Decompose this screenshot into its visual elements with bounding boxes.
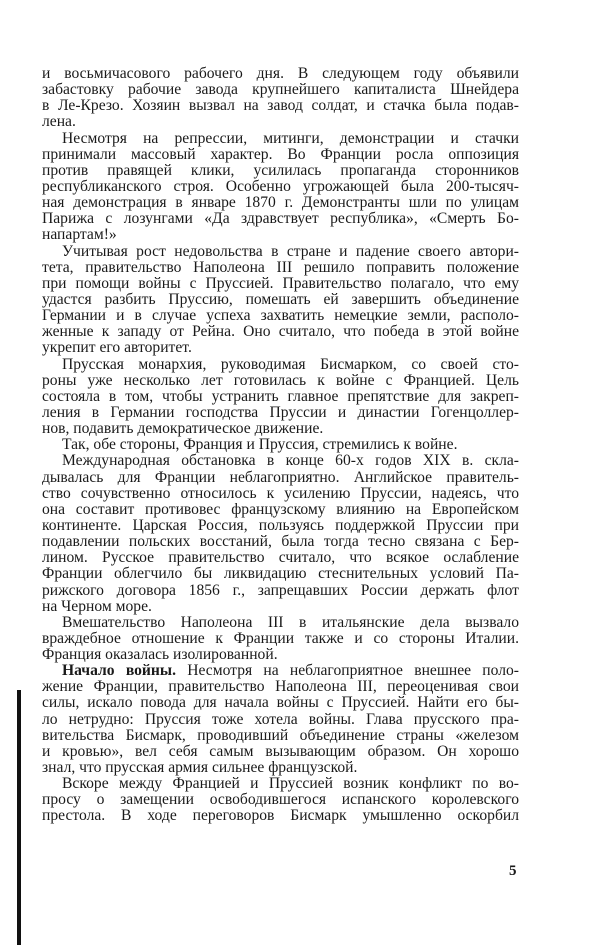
- text-line: и кровью», вел себя самым вызывающим образом. Он хорошо: [42, 742, 519, 760]
- text-line: и восьмичасового рабочего дня. В следующем году объявили: [42, 65, 519, 82]
- paragraph: [42, 357, 519, 438]
- paragraph: [42, 776, 519, 824]
- text-line: республиканского строя. Особенно угрожающей была 200-тысяч-: [42, 177, 519, 195]
- text-line: Учитывая рост недовольства в стране и падение своего автори-: [62, 242, 519, 260]
- text-line: Франция оказалась изолированной.: [42, 646, 278, 664]
- paragraph: [42, 66, 519, 131]
- text-line: Франции облегчило бы ликвидацию стеснительных условий Па-: [42, 565, 519, 583]
- text-line: принимали массовый характер. Во Франции росла оппозиция: [42, 145, 519, 163]
- text-line: враждебное отношение к Франции также и со стороны Италии.: [42, 629, 519, 647]
- text-line: Международная обстановка в конце 60-х годов XIX в. скла-: [62, 452, 519, 470]
- paragraph: [42, 615, 519, 663]
- text-line: Вмешательство Наполеона III в итальянские дела вызвало: [62, 613, 519, 631]
- text-line: Прусская монархия, руководимая Бисмарком, со своей сто-: [62, 355, 519, 373]
- text-line: дывалась для Франции неблагоприятно. Английское правитель-: [42, 468, 519, 486]
- text-line: в Ле-Крезо. Хозяин вызвал на завод солдат, и стачка была подав-: [42, 97, 519, 115]
- text-line: ство сочувственно относилось к усилению Пруссии, надеясь, что: [42, 484, 519, 502]
- text-line: напартам!»: [42, 226, 117, 244]
- text-line: рижского договора 1856 г., запрещавших России держать флот: [42, 581, 519, 599]
- text-line: [42, 663, 519, 679]
- paragraph: [42, 131, 519, 244]
- page-number: 5: [509, 863, 517, 879]
- text-line: подавлении польских восстаний, была тогда тесно связана с Бер-: [42, 533, 519, 551]
- text-line: укрепит его авторитет.: [42, 339, 192, 357]
- scan-edge-shadow: [17, 690, 21, 945]
- text-line: ления в Германии господства Пруссии и династии Гогенцоллер-: [42, 403, 519, 421]
- text-line: жение Франции, правительство Наполеона III, переоценивая свои: [42, 678, 519, 696]
- text-line: престола. В ходе переговоров Бисмарк умышленно оскорбил: [42, 807, 519, 825]
- text-line: забастовку рабочие завода крупнейшего капиталиста Шнейдера: [42, 81, 519, 99]
- paragraph: [42, 663, 519, 776]
- text-line: ная демонстрация в январе 1870 г. Демонстранты шли по улицам: [42, 194, 519, 212]
- text-line: против правящей клики, усилилась пропаганда сторонников: [42, 161, 519, 179]
- text-line: Парижа с лозунгами «Да здравствует республика», «Смерть Бо-: [42, 210, 519, 228]
- text-line: просу о замещении освободившегося испанского королевского: [42, 791, 519, 809]
- text-line: при помощи войны с Пруссией. Правительство полагало, что ему: [42, 274, 519, 292]
- text-line: континенте. Царская Россия, пользуясь поддержкой Пруссии при: [42, 516, 519, 534]
- text-line: Германии и в случае успеха захватить немецкие земли, располо-: [42, 307, 519, 325]
- text-line: Так, обе стороны, Франция и Пруссия, стремились к войне.: [62, 436, 458, 454]
- text-line: состояла в том, чтобы устранить главное препятствие для закреп-: [42, 387, 519, 405]
- paragraph: [42, 453, 519, 614]
- text-line: Вскоре между Францией и Пруссией возник конфликт по во-: [62, 775, 519, 793]
- text-line: силы, искало повода для начала войны с Пруссией. Найти его бы-: [42, 694, 519, 712]
- paragraph: [42, 437, 519, 453]
- text-line: лином. Русское правительство считало, что всякое ослабление: [42, 549, 519, 567]
- text-line: она составит противовес французскому влиянию на Европейском: [42, 500, 519, 518]
- text-line: тета, правительство Наполеона III решило поправить положение: [42, 258, 519, 276]
- text-run: Несмотря на неблагоприятное внешнее поло-: [175, 662, 519, 680]
- text-line: вительства Бисмарк, проводивший объединение страны «железом: [42, 726, 519, 744]
- text-line: Несмотря на репрессии, митинги, демонстрации и стачки: [62, 129, 519, 147]
- paragraph: [42, 244, 519, 357]
- page-text: [42, 66, 519, 825]
- text-line: удастся разбить Пруссию, помешать ей завершить объединение: [42, 290, 519, 308]
- text-line: лена.: [42, 113, 76, 131]
- text-line: роны уже несколько лет готовилась к войне с Францией. Цель: [42, 371, 519, 389]
- section-heading: Начало войны.: [62, 662, 176, 680]
- text-line: женные к западу от Рейна. Оно считало, что победа в этой войне: [42, 323, 519, 341]
- text-line: знал, что прусская армия сильнее французской.: [42, 759, 358, 777]
- text-line: нов, подавить демократическое движение.: [42, 420, 324, 438]
- text-line: на Черном море.: [42, 597, 152, 615]
- text-line: ло нетрудно: Пруссия тоже хотела войны. Глава прусского пра-: [42, 710, 519, 728]
